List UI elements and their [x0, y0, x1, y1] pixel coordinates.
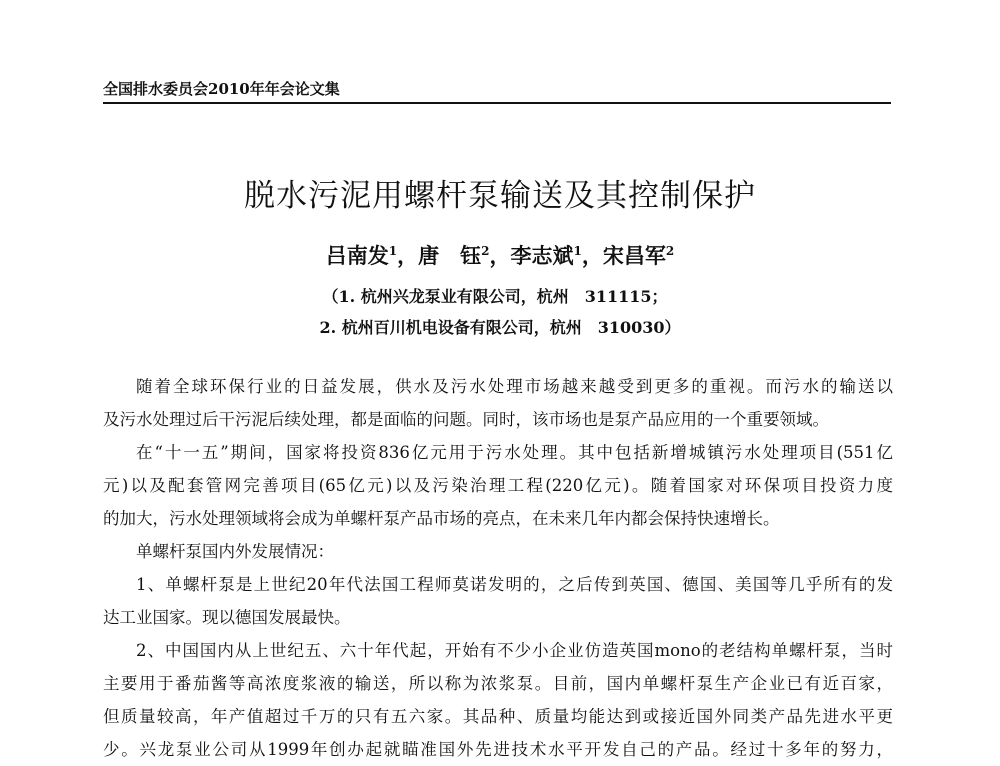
- author-name: 李志斌: [510, 243, 574, 268]
- running-header: 全国排水委员会2010年年会论文集: [103, 80, 340, 98]
- author-affiliation-mark: 2: [481, 244, 490, 258]
- author-list: [0, 240, 1000, 270]
- paragraph-line: 2、中国国内从上世纪五、六十年代起，开始有不少小企业仿造英国mono的老结构单螺杆泵，当时: [136, 641, 893, 660]
- author-separator: ，: [489, 243, 511, 268]
- paragraph-line: 及污水处理过后干污泥后续处理，都是面临的问题。同时，该市场也是泵产品应用的一个重要领域。: [103, 410, 829, 429]
- author-affiliation-mark: 2: [665, 244, 675, 258]
- paragraph-line: 的加大，污水处理领域将会成为单螺杆泵产品市场的亮点，在未来几年内都会保持快速增长。: [103, 509, 780, 528]
- paragraph-line: 少。兴龙泵业公司从1999年创办起就瞄准国外先进技术水平开发自己的产品。经过十多年的努力，: [103, 740, 893, 759]
- author-separator: ，: [397, 243, 419, 268]
- paragraph-line: 主要用于番茄酱等高浓度浆液的输送，所以称为浓浆泵。目前，国内单螺杆泵生产企业已有近百家，: [103, 674, 893, 693]
- paragraph-line: 达工业国家。现以德国发展最快。: [103, 608, 351, 627]
- author-separator: ，: [581, 243, 603, 268]
- header-rule: [103, 102, 891, 104]
- author-name: 宋昌军: [602, 243, 666, 268]
- author-name: 吕南发: [325, 243, 389, 268]
- body-text: [103, 370, 893, 766]
- paragraph-line: 随着全球环保行业的日益发展，供水及污水处理市场越来越受到更多的重视。而污水的输送以: [136, 377, 893, 396]
- paragraph-line: 在“十一五”期间，国家将投资836亿元用于污水处理。其中包括新增城镇污水处理项目(551亿: [136, 443, 893, 462]
- paper-title: 脱水污泥用螺杆泵输送及其控制保护: [244, 178, 756, 214]
- paragraph-line: 1、单螺杆泵是上世纪20年代法国工程师莫诺发明的，之后传到英国、德国、美国等几乎所有的发: [136, 575, 893, 594]
- author-name: 唐 钰: [418, 243, 482, 268]
- paragraph-line: 元)以及配套管网完善项目(65亿元)以及污染治理工程(220亿元)。随着国家对环保项目投资力度: [103, 476, 893, 495]
- affiliation-1: （1. 杭州兴龙泵业有限公司，杭州 311115；: [322, 287, 668, 306]
- affiliation-2: 2. 杭州百川机电设备有限公司，杭州 310030）: [319, 318, 681, 337]
- author-affiliation-mark: 1: [388, 244, 398, 258]
- section-heading: 单螺杆泵国内外发展情况：: [136, 542, 334, 561]
- author-affiliation-mark: 1: [573, 244, 582, 258]
- paragraph-line: 但质量较高，年产值超过千万的只有五六家。其品种、质量均能达到或接近国外同类产品先进水平更: [103, 707, 893, 726]
